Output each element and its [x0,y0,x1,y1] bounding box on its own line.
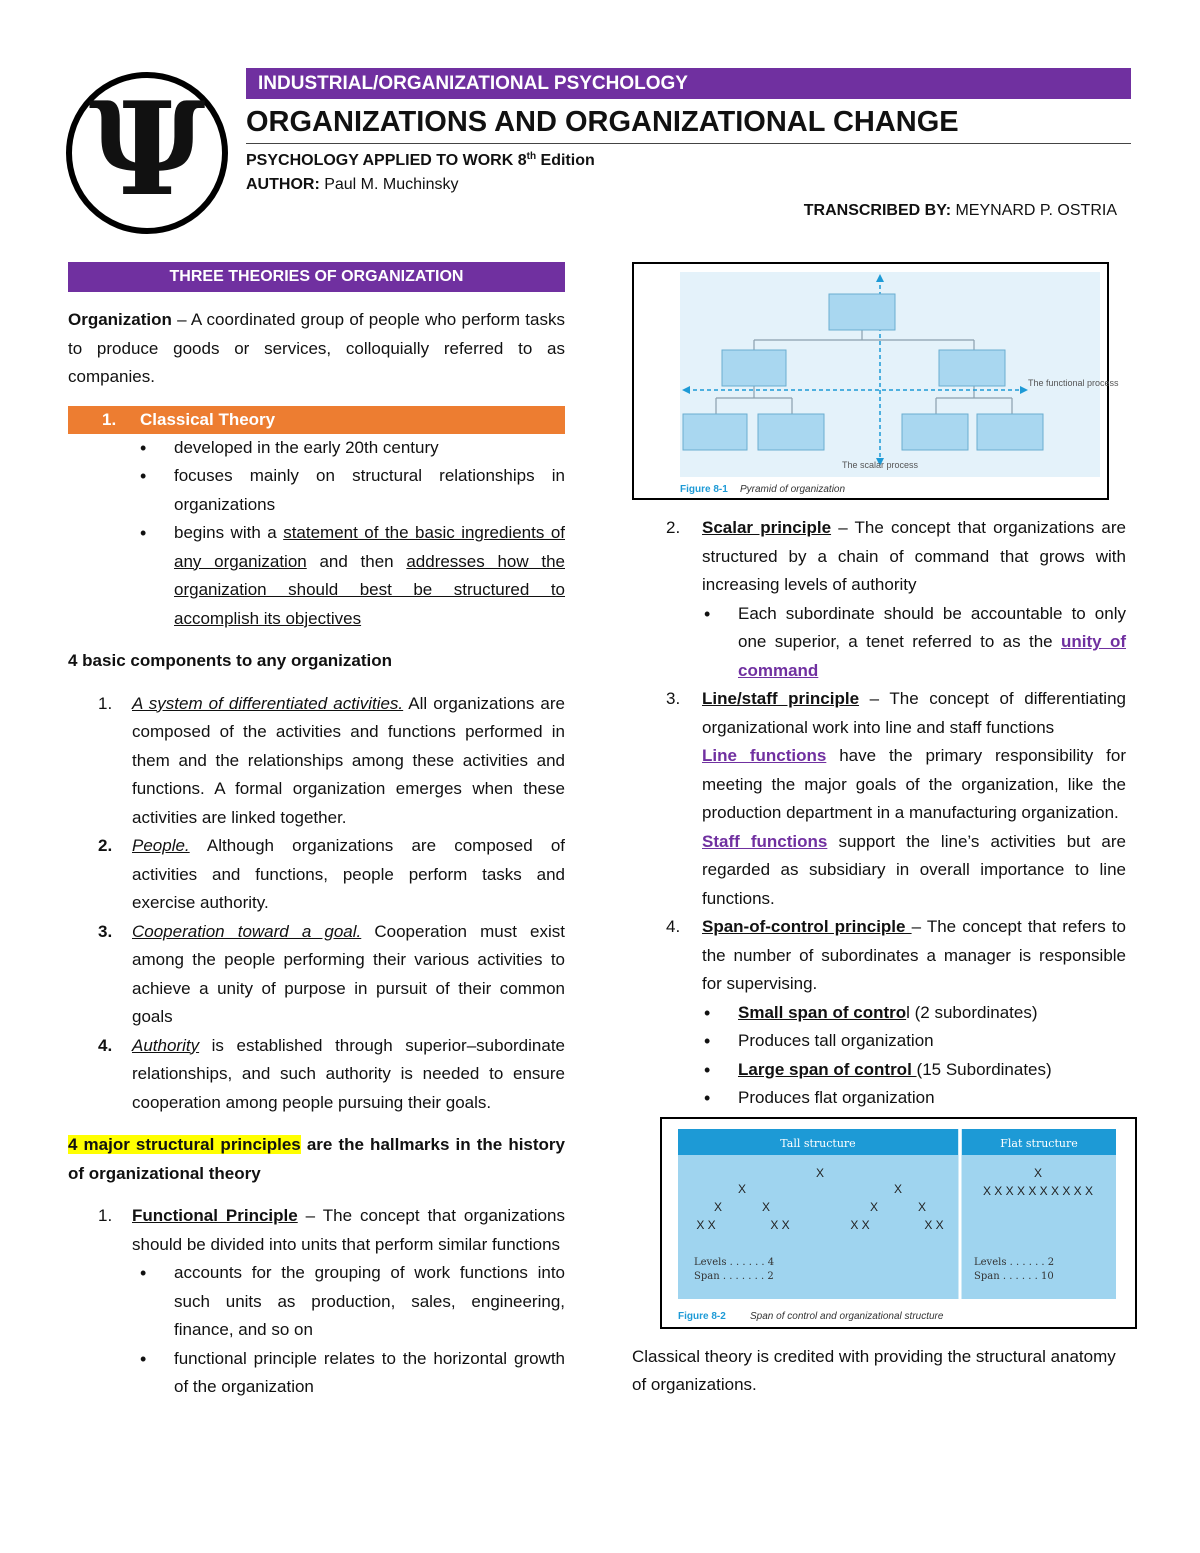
list-item: • developed in the early 20th century [68,434,565,463]
classical-theory-heading: 1. Classical Theory [68,406,565,434]
list-item: 2. People. Although organizations are composed of activities and functions, people perform tasks and exercise authority. [98,836,565,912]
psi-logo-icon [66,72,228,234]
section-title: THREE THEORIES OF ORGANIZATION [68,262,565,292]
components-heading: 4 basic components to any organization [68,651,392,670]
tall-span: Span . . . . . . . 2 [694,1270,774,1282]
structural-principles-list-cont [632,685,1126,999]
figure-span-of-control [660,1117,1137,1329]
course-bar: INDUSTRIAL/ORGANIZATIONAL PSYCHOLOGY [246,68,1131,99]
x-mark: X [761,1199,771,1214]
x-mark: X [1033,1165,1043,1180]
functional-process-label: The functional process [1028,378,1119,388]
right-column [632,262,1126,1400]
span-diagram [662,1119,1135,1327]
xx-mark: X X [696,1217,716,1232]
flat-span: Span . . . . . . 10 [974,1270,1054,1282]
components-list [68,690,565,1118]
flat-header: Flat structure [1000,1136,1078,1150]
xx-mark: X X [924,1217,944,1232]
list-item: 2. Scalar principle – The concept that organizations are structured by a chain of command that grows with increasing levels of authority [666,518,1126,594]
list-item: 3. Cooperation toward a goal. Cooperation must exist among the people performing their various activities to achieve a unity of purpose in pursuit of their common goals [98,921,565,1026]
scalar-bullets [632,600,1126,686]
x-mark: X [869,1199,879,1214]
list-item: • focuses mainly on structural relationships in organizations [68,462,565,519]
left-column [68,262,565,1402]
figure-caption-number: Figure 8-2 [678,1310,726,1322]
functional-principle [68,1202,565,1259]
unity-of-command-link[interactable]: unity of command [738,632,1126,680]
author-line: AUTHOR: Paul M. Muchinsky [246,176,459,193]
staff-functions-link[interactable]: Staff functions [702,831,828,851]
tall-levels: Levels . . . . . . 4 [694,1256,775,1268]
book-title: PSYCHOLOGY APPLIED TO WORK 8th Edition [246,151,595,169]
list-item: • Each subordinate should be accountable to only one superior, a tenet referred to as the unity of command [632,600,1126,686]
transcribed-by: TRANSCRIBED BY: MEYNARD P. OSTRIA [803,202,1117,219]
structural-principles-list [632,514,1126,600]
classical-bullets [68,434,565,634]
closing-statement: Classical theory is credited with providing the structural anatomy of organizations. [632,1346,1116,1394]
tall-header: Tall structure [780,1136,856,1150]
organization-definition: Organization – A coordinated group of people who perform tasks to produce goods or services, colloquially referred to as companies. [68,310,565,386]
scalar-process-label: The scalar process [842,460,919,470]
figure-caption-text: Pyramid of organization [740,484,846,495]
x-mark: X [917,1199,927,1214]
list-item: 3. Line/staff principle – The concept of differentiating organizational work into line and staff functions Line functions have the primary responsibility for meeting the major goals of the organization, like the production department in a manufacturing organization. Staff functions support the line’s activities but are regarded as subsidiary in overall importance to line functions. [666,689,1126,908]
list-item: 1. A system of differentiated activities. All organizations are composed of the activities and functions performed in them and the relationships among these activities and functions. A formal organization emerges when these activities are linked together. [98,693,565,827]
x-mark: X [815,1165,825,1180]
list-item: • Produces tall organization [632,1027,1126,1056]
list-item: • accounts for the grouping of work functions into such units as production, sales, engineering, finance, and so on [68,1259,565,1345]
figure-caption-number: Figure 8-1 [680,484,728,495]
figure-pyramid [632,262,1119,500]
principles-heading: 4 major structural principles are the hallmarks in the history of organizational theory [68,1135,565,1183]
logo-symbol: Ψ [88,75,206,225]
xx-mark: X X [850,1217,870,1232]
list-item: 4. Authority is established through superior–subordinate relationships, and such authority is needed to ensure cooperation among people pursuing their goals. [98,1035,565,1112]
flat-row: X X X X X X X X X X [982,1183,1094,1198]
list-item: • Produces flat organization [632,1084,1126,1113]
list-item: • begins with a statement of the basic ingredients of any organization and then addresses how the organization should best be structured to accomplish its objectives [68,519,565,633]
list-item: • Small span of control (2 subordinates) [632,999,1126,1028]
list-item: 4. Span-of-control principle – The concept that refers to the number of subordinates a manager is responsible for supervising. [666,917,1126,993]
xx-mark: X X [770,1217,790,1232]
figure-caption-text: Span of control and organizational structure [750,1310,944,1322]
line-functions-link[interactable]: Line functions [702,746,827,765]
span-bullets [632,999,1126,1113]
list-item: • functional principle relates to the horizontal growth of the organization [68,1345,565,1402]
page-title: ORGANIZATIONS AND ORGANIZATIONAL CHANGE [246,104,1131,144]
book-info [246,149,595,197]
list-item: 1. Functional Principle – The concept that organizations should be divided into units that perform similar functions [98,1206,566,1254]
flat-levels: Levels . . . . . . 2 [974,1256,1055,1268]
functional-bullets [68,1259,565,1402]
list-item: • Large span of control (15 Subordinates) [632,1056,1126,1085]
x-mark: X [713,1199,723,1214]
x-mark: X [893,1181,903,1196]
x-mark: X [737,1181,747,1196]
pyramid-diagram [634,264,1119,498]
